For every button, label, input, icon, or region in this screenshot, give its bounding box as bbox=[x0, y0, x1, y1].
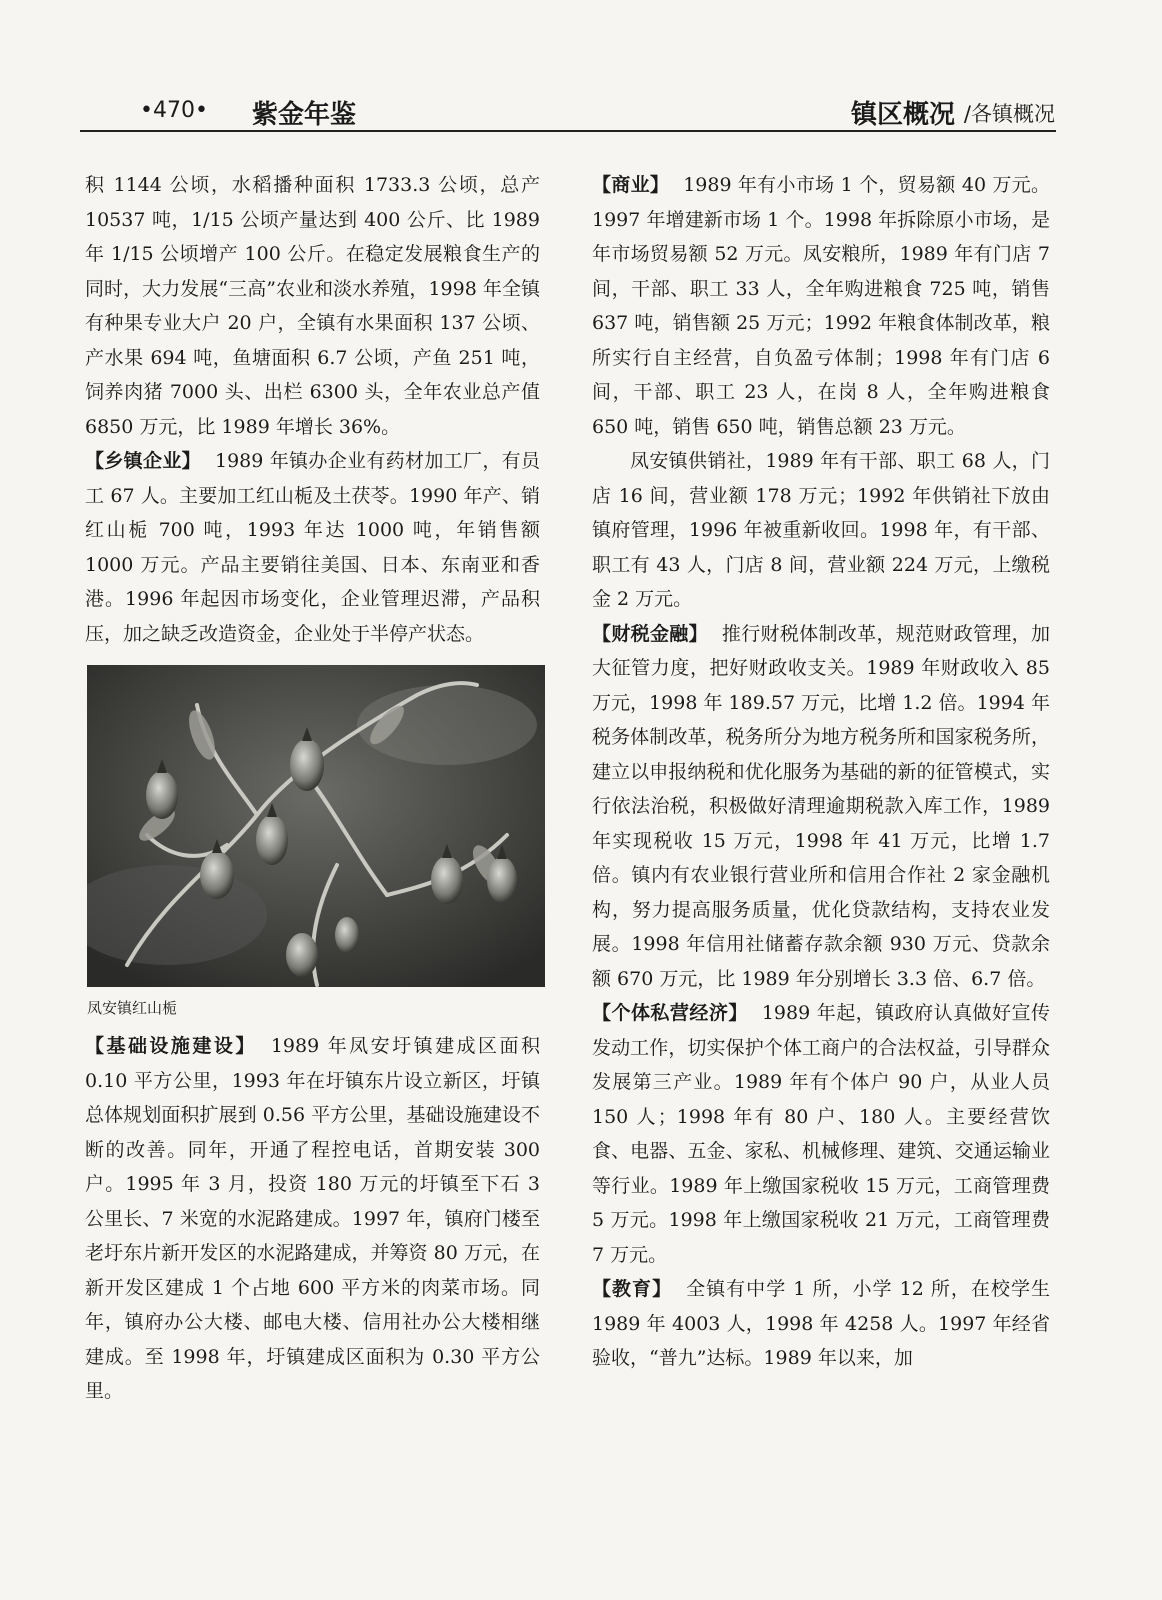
paragraph-infrastructure bbox=[85, 1029, 540, 1409]
paragraph-supply-cooperative: 凤安镇供销社，1989 年有干部、职工 68 人，门店 16 间，营业额 178 万元；1992 年供销社下放由镇府管理，1996 年被重新收回。1998 年，有干部、职工有 43 人，门店 8 间，营业额 224 万元，上缴税金 2 万元。 bbox=[592, 450, 1050, 610]
paragraph-text: 1989 年有小市场 1 个，贸易额 40 万元。1997 年增建新市场 1 个。1998 年拆除原小市场，是年市场贸易额 52 万元。凤安粮所，1989 年有门店 7 间，干部、职工 33 人，全年购进粮食 725 吨，销售 637 吨，销售额 25 万元；1992 年粮食体制改革，粮所实行自主经营，自负盈亏体制；1998 年有门店 6 间，干部、职工 23 人，在岗 8 人，全年购进粮食 650 吨，销售 650 吨，销售总额 23 万元。 bbox=[592, 174, 1050, 438]
section-heading: 【个体私营经济】 bbox=[592, 1002, 748, 1024]
section-subtitle: /各镇概况 bbox=[963, 102, 1055, 126]
gardenia-photo bbox=[87, 665, 545, 987]
paragraph-text: 1989 年凤安圩镇建成区面积 0.10 平方公里，1993 年在圩镇东片设立新区，圩镇总体规划面积扩展到 0.56 平方公里，基础设施建设不断的改善。同年，开通了程控电话，首期安装 300 户。1995 年 3 月，投资 180 万元的圩镇至下石 3 公里长、7 米宽的水泥路建成。1997 年，镇府门楼至老圩东片新开发区的水泥路建成，并筹资 80 万元，在新开发区建成 1 个占地 600 平方米的肉菜市场。同年，镇府办公大楼、邮电大楼、信用社办公大楼相继建成。至 1998 年，圩镇建成区面积为 0.30 平方公里。 bbox=[85, 1035, 540, 1402]
left-column bbox=[85, 168, 540, 1409]
paragraph-township-enterprise bbox=[85, 444, 540, 651]
paragraph-agriculture: 积 1144 公顷，水稻播种面积 1733.3 公顷，总产 10537 吨，1/15 公顷产量达到 400 公斤、比 1989 年 1/15 公顷增产 100 公斤。在稳定发展粮食生产的同时，大力发展“三高”农业和淡水养殖，1998 年全镇有种果专业大户 20 户，全镇有水果面积 137 公顷、产水果 694 吨，鱼塘面积 6.7 公顷，产鱼 251 吨，饲养肉猪 7000 头、出栏 6300 头，全年农业总产值 6850 万元，比 1989 年增长 36%。 bbox=[85, 174, 540, 438]
page-number: •470• bbox=[140, 98, 208, 123]
section-heading: 【商业】 bbox=[592, 174, 670, 196]
section-title: 镇区概况 bbox=[850, 100, 955, 130]
paragraph-education bbox=[592, 1272, 1050, 1376]
paragraph-text: 推行财税体制改革，规范财政管理，加大征管力度，把好财政收支关。1989 年财政收入 85 万元，1998 年 189.57 万元，比增 1.2 倍。1994 年税务体制改革，税务所分为地方税务所和国家税务所，建立以申报纳税和优化服务为基础的新的征管模式，实行依法治税，积极做好清理逾期税款入库工作，1989 年实现税收 15 万元，1998 年 41 万元，比增 1.7 倍。镇内有农业银行营业所和信用合作社 2 家金融机构，努力提高服务质量，优化贷款结构，支持农业发展。1998 年信用社储蓄存款余额 930 万元、贷款余额 670 万元，比 1989 年分别增长 3.3 倍、6.7 倍。 bbox=[592, 622, 1050, 990]
book-title: 紫金年鉴 bbox=[252, 100, 357, 130]
section-heading: 【教育】 bbox=[592, 1278, 673, 1300]
paragraph-text: 全镇有中学 1 所，小学 12 所，在校学生 1989 年 4003 人，1998 年 4258 人。1997 年经省验收，“普九”达标。1989 年以来，加 bbox=[592, 1278, 1050, 1369]
paragraph-finance-tax bbox=[592, 617, 1050, 997]
paragraph-text: 1989 年镇办企业有药材加工厂，有员工 67 人。主要加工红山栀及土茯苓。1990 年产、销红山栀 700 吨，1993 年达 1000 吨，年销售额 1000 万元。产品主要销往美国、日本、东南亚和香港。1996 年起因市场变化，企业管理迟滞，产品积压，加之缺乏改造资金，企业处于半停产状态。 bbox=[85, 450, 540, 645]
right-column bbox=[592, 168, 1050, 1376]
paragraph-commerce bbox=[592, 168, 1050, 444]
header-rule bbox=[80, 130, 1056, 132]
section-heading: 【财税金融】 bbox=[592, 622, 708, 645]
photo-caption: 凤安镇红山栀 bbox=[87, 999, 178, 1017]
section-heading: 【乡镇企业】 bbox=[85, 450, 201, 472]
gardenia-plant-illustration bbox=[87, 665, 545, 987]
paragraph-text: 1989 年起，镇政府认真做好宣传发动工作，切实保护个体工商户的合法权益，引导群众发展第三产业。1989 年有个体户 90 户，从业人员 150 人；1998 年有 80 户、180 人。主要经营饮食、电器、五金、家私、机械修理、建筑、交通运输业等行业。1989 年上缴国家税收 15 万元，工商管理费 5 万元。1998 年上缴国家税收 21 万元，工商管理费 7 万元。 bbox=[592, 1002, 1050, 1266]
section-heading: 【基础设施建设】 bbox=[85, 1035, 257, 1057]
page-header bbox=[80, 92, 1055, 132]
paragraph-private-economy bbox=[592, 996, 1050, 1272]
